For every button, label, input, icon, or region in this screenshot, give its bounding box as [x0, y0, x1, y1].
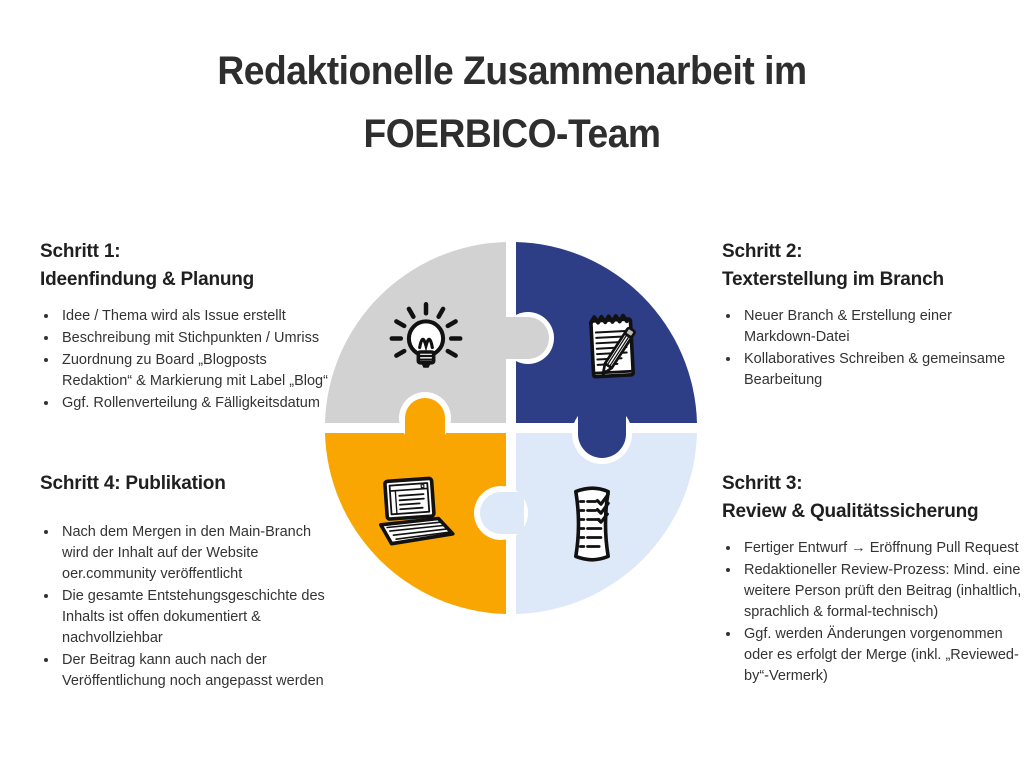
- bullet-item: • Beschreibung mit Stichpunkten / Umriss: [59, 328, 332, 349]
- page-title-line-2: FOERBICO-Team: [363, 112, 661, 156]
- step-1-heading-line-2: Ideenfindung & Planung: [40, 269, 255, 290]
- step-4-heading-line-1: Schritt 4: Publikation: [40, 473, 226, 494]
- bullet-item: • Nach dem Mergen in den Main-Branch wird der Inhalt auf der Website oer.community veröffentlicht: [59, 522, 340, 585]
- step-1-heading: [40, 238, 332, 294]
- puzzle-knob-lightblue: [474, 486, 528, 540]
- step-3-heading-line-1: Schritt 3:: [722, 473, 803, 494]
- step-1-bullet-list: [40, 306, 332, 414]
- notepad-pencil-icon: [591, 315, 636, 376]
- bullet-item: • Zuordnung zu Board „Blogposts Redaktion“ & Markierung mit Label „Blog“: [59, 350, 332, 392]
- page-title: [36, 40, 988, 166]
- bullet-item: • Kollaboratives Schreiben & gemeinsame Bearbeitung: [741, 349, 1014, 391]
- step-2-heading-line-1: Schritt 2:: [722, 241, 803, 262]
- step-2-heading-line-2: Texterstellung im Branch: [722, 269, 944, 290]
- checklist-icon: [576, 488, 608, 560]
- step-1-heading-line-1: Schritt 1:: [40, 241, 121, 262]
- bullet-item: • Ggf. Rollenverteilung & Fälligkeitsdatum: [59, 393, 332, 414]
- step-2-section: [722, 238, 1014, 392]
- bullet-item: • Ggf. werden Änderungen vorgenommen oder es erfolgt der Merge (inkl. „Reviewed-by“-Vermerk): [741, 624, 1022, 687]
- step-1-section: [40, 238, 332, 415]
- step-3-heading-line-2: Review & Qualitätssicherung: [722, 501, 979, 522]
- step-3-heading: [722, 470, 1022, 526]
- step-3-bullet-list: [722, 538, 1022, 687]
- step-4-section: [40, 470, 340, 693]
- puzzle-svg: [321, 238, 701, 618]
- puzzle-knob-orange: [399, 392, 451, 444]
- step-3-section: [722, 470, 1022, 688]
- step-2-heading: [722, 238, 1014, 294]
- bullet-item: • Der Beitrag kann auch nach der Veröffentlichung noch angepasst werden: [59, 650, 340, 692]
- bullet-item: • Die gesamte Entstehungsgeschichte des Inhalts ist offen dokumentiert & nachvollziehbar: [59, 586, 340, 649]
- puzzle-knob-navy: [572, 404, 632, 464]
- step-2-bullet-list: [722, 306, 1014, 391]
- page-title-line-1: Redaktionelle Zusammenarbeit im: [217, 49, 807, 93]
- step-4-bullet-list: [40, 522, 340, 692]
- step-4-heading: [40, 470, 340, 498]
- bullet-item: • Neuer Branch & Erstellung einer Markdown-Datei: [741, 306, 1014, 348]
- puzzle-knob-gray: [502, 312, 554, 364]
- bullet-item: • Fertiger Entwurf → Eröffnung Pull Request: [741, 538, 1022, 559]
- puzzle-circle-graphic: [321, 238, 701, 618]
- bullet-item: • Redaktioneller Review-Prozess: Mind. eine weitere Person prüft den Beitrag (inhaltlich, sprachlich & formal-technisch): [741, 560, 1022, 623]
- bullet-item: • Idee / Thema wird als Issue erstellt: [59, 306, 332, 327]
